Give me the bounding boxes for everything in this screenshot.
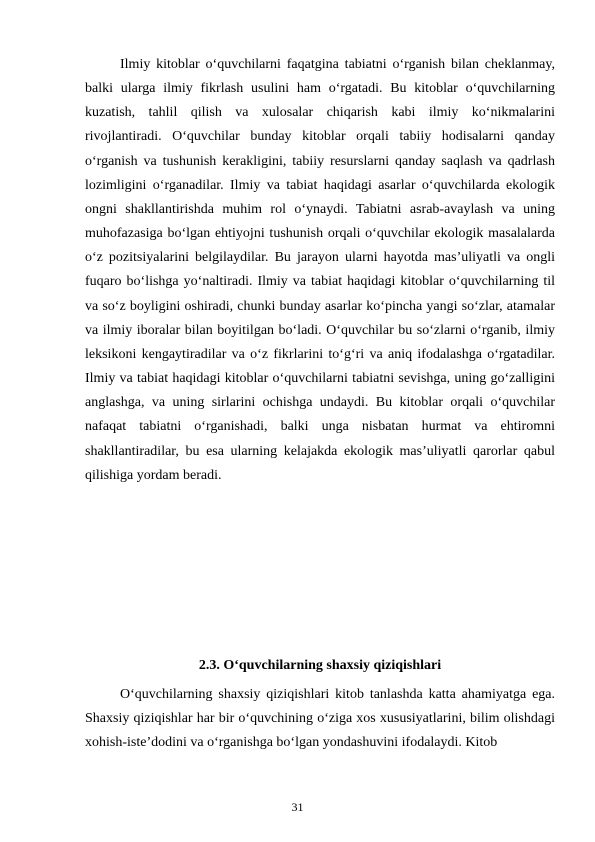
page-number: 31	[291, 800, 304, 814]
section-heading: 2.3. O‘quvchilarning shaxsiy qiziqishlari	[198, 658, 442, 673]
body-paragraph-science-books: Ilmiy kitoblar o‘quvchilarni faqatgina tabiatni o‘rganish bilan cheklanmay, balki ularga ilmiy fikrlash usulini ham o‘rgatadi. Bu kitoblar o‘quvchilarning kuzatish, tahlil qilish va xulosalar chiqarish kabi ilmiy ko‘nikmalarini rivojlantiradi. O‘quvchilar bunday kitoblar orqali tabiiy hodisalarni qanday o‘rganish va tushunish kerakligini, tabiiy resurslarni qanday saqlash va qadrlash lozimligini o‘rganadilar. Ilmiy va tabiat haqidagi asarlar o‘quvchilarda ekologik ongni shakllantirishda muhim rol o‘ynaydi. Tabiatni asrab-avaylash va uning muhofazasiga bo‘lgan ehtiyojni tushunish orqali o‘quvchilar ekologik masalalarda o‘z pozitsiyalarini belgilaydilar. Bu jarayon ularni hayotda mas’uliyatli va ongli fuqaro bo‘lishga yo‘naltiradi. Ilmiy va tabiat haqidagi kitoblar o‘quvchilarning til va so‘z boyligini oshiradi, chunki bunday asarlar ko‘pincha yangi so‘zlar, atamalar va ilmiy iboralar bilan boyitilgan bo‘ladi. O‘quvchilar bu so‘zlarni o‘rganib, ilmiy leksikoni kengaytiradilar va o‘z fikrlarini to‘g‘ri va aniq ifodalashga o‘rgatadilar. Ilmiy va tabiat haqidagi kitoblar o‘quvchilarni tabiatni sevishga, uning go‘zalligini anglashga, va uning sirlarini ochishga undaydi. Bu kitoblar orqali o‘quvchilar nafaqat tabiatni o‘rganishadi, balki unga nisbatan hurmat va ehtiromni shakllantiradilar, bu esa ularning kelajakda ekologik mas’uliyatli qarorlar qabul qilishiga yordam beradi.	[85, 57, 555, 483]
body-paragraph-personal-interests: O‘quvchilarning shaxsiy qiziqishlari kitob tanlashda katta ahamiyatga ega. Shaxsiy qiziqishlar har bir o‘quvchining o‘ziga xos xususiyatlarini, bilim olishdagi xohish-iste’dodini va o‘rganishga bo‘lgan yondashuvini ifodalaydi. Kitob	[85, 687, 555, 751]
